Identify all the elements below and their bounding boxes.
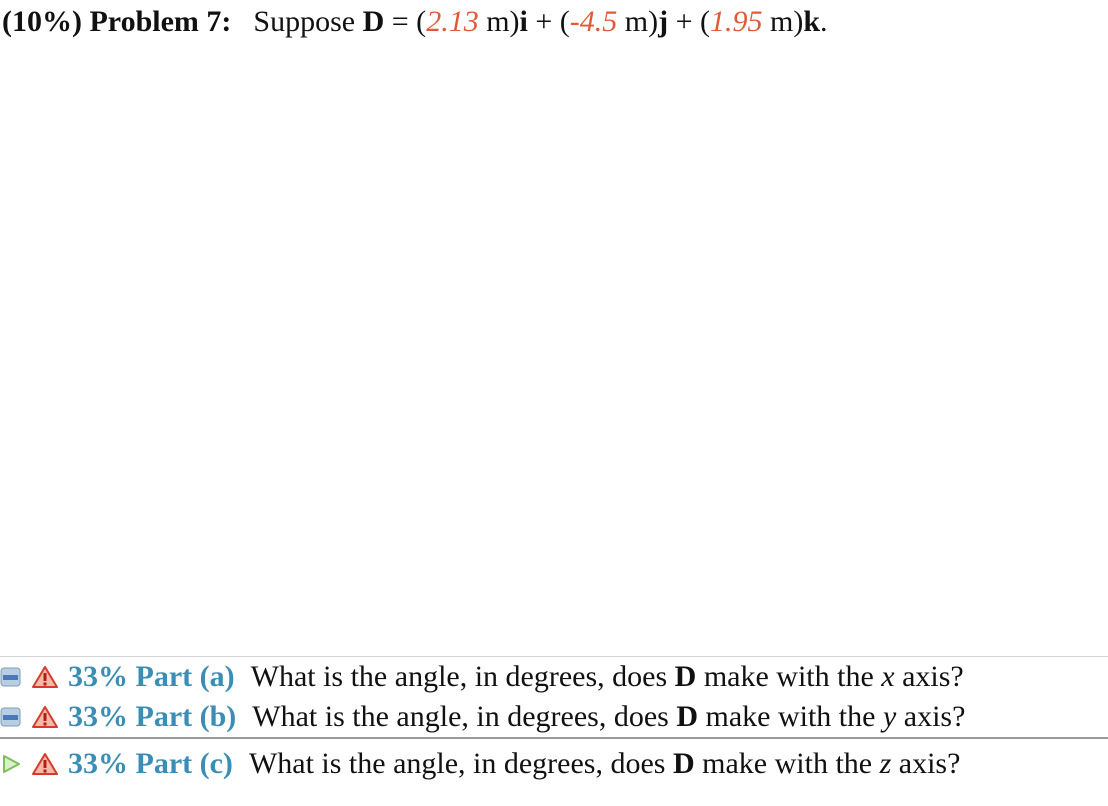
x-unit: m) <box>478 5 520 38</box>
collapsed-part-icon[interactable] <box>0 666 22 688</box>
period: . <box>820 5 828 38</box>
k-hat: k <box>803 5 821 38</box>
part-c-label[interactable]: 33% Part (c) <box>68 747 233 780</box>
play-arrow-icon[interactable] <box>0 753 22 775</box>
part-c-question: What is the angle, in degrees, does D make with the z axis? <box>248 747 961 780</box>
warning-triangle-icon <box>32 752 58 776</box>
warning-triangle-icon <box>32 705 58 729</box>
part-a-row[interactable] <box>0 656 1108 697</box>
part-b-label[interactable]: 33% Part (b) <box>68 700 237 733</box>
plus-sign: + ( <box>527 5 570 38</box>
problem-parts <box>0 656 1108 789</box>
y-unit: m) <box>617 5 659 38</box>
collapsed-part-icon[interactable] <box>0 706 22 728</box>
part-b-question: What is the angle, in degrees, does D make with the y axis? <box>252 700 966 733</box>
problem-title: Problem 7: <box>89 5 232 38</box>
vector-symbol: D <box>362 5 385 38</box>
part-c-row[interactable] <box>0 737 1108 789</box>
part-a-label[interactable]: 33% Part (a) <box>68 660 235 693</box>
i-hat: i <box>519 5 528 38</box>
x-component-value: 2.13 <box>426 5 479 38</box>
part-b-row[interactable] <box>0 697 1108 737</box>
problem-statement <box>2 2 828 42</box>
z-unit: m) <box>762 5 804 38</box>
warning-triangle-icon <box>32 665 58 689</box>
j-hat: j <box>658 5 669 38</box>
part-a-question: What is the angle, in degrees, does D make with the x axis? <box>250 660 964 693</box>
problem-weight: (10%) <box>2 5 82 38</box>
problem-intro: Suppose <box>253 5 356 38</box>
plus-sign: + ( <box>668 5 711 38</box>
z-component-value: 1.95 <box>710 5 763 38</box>
y-component-value: -4.5 <box>569 5 618 38</box>
equals-sign: = ( <box>391 5 427 38</box>
